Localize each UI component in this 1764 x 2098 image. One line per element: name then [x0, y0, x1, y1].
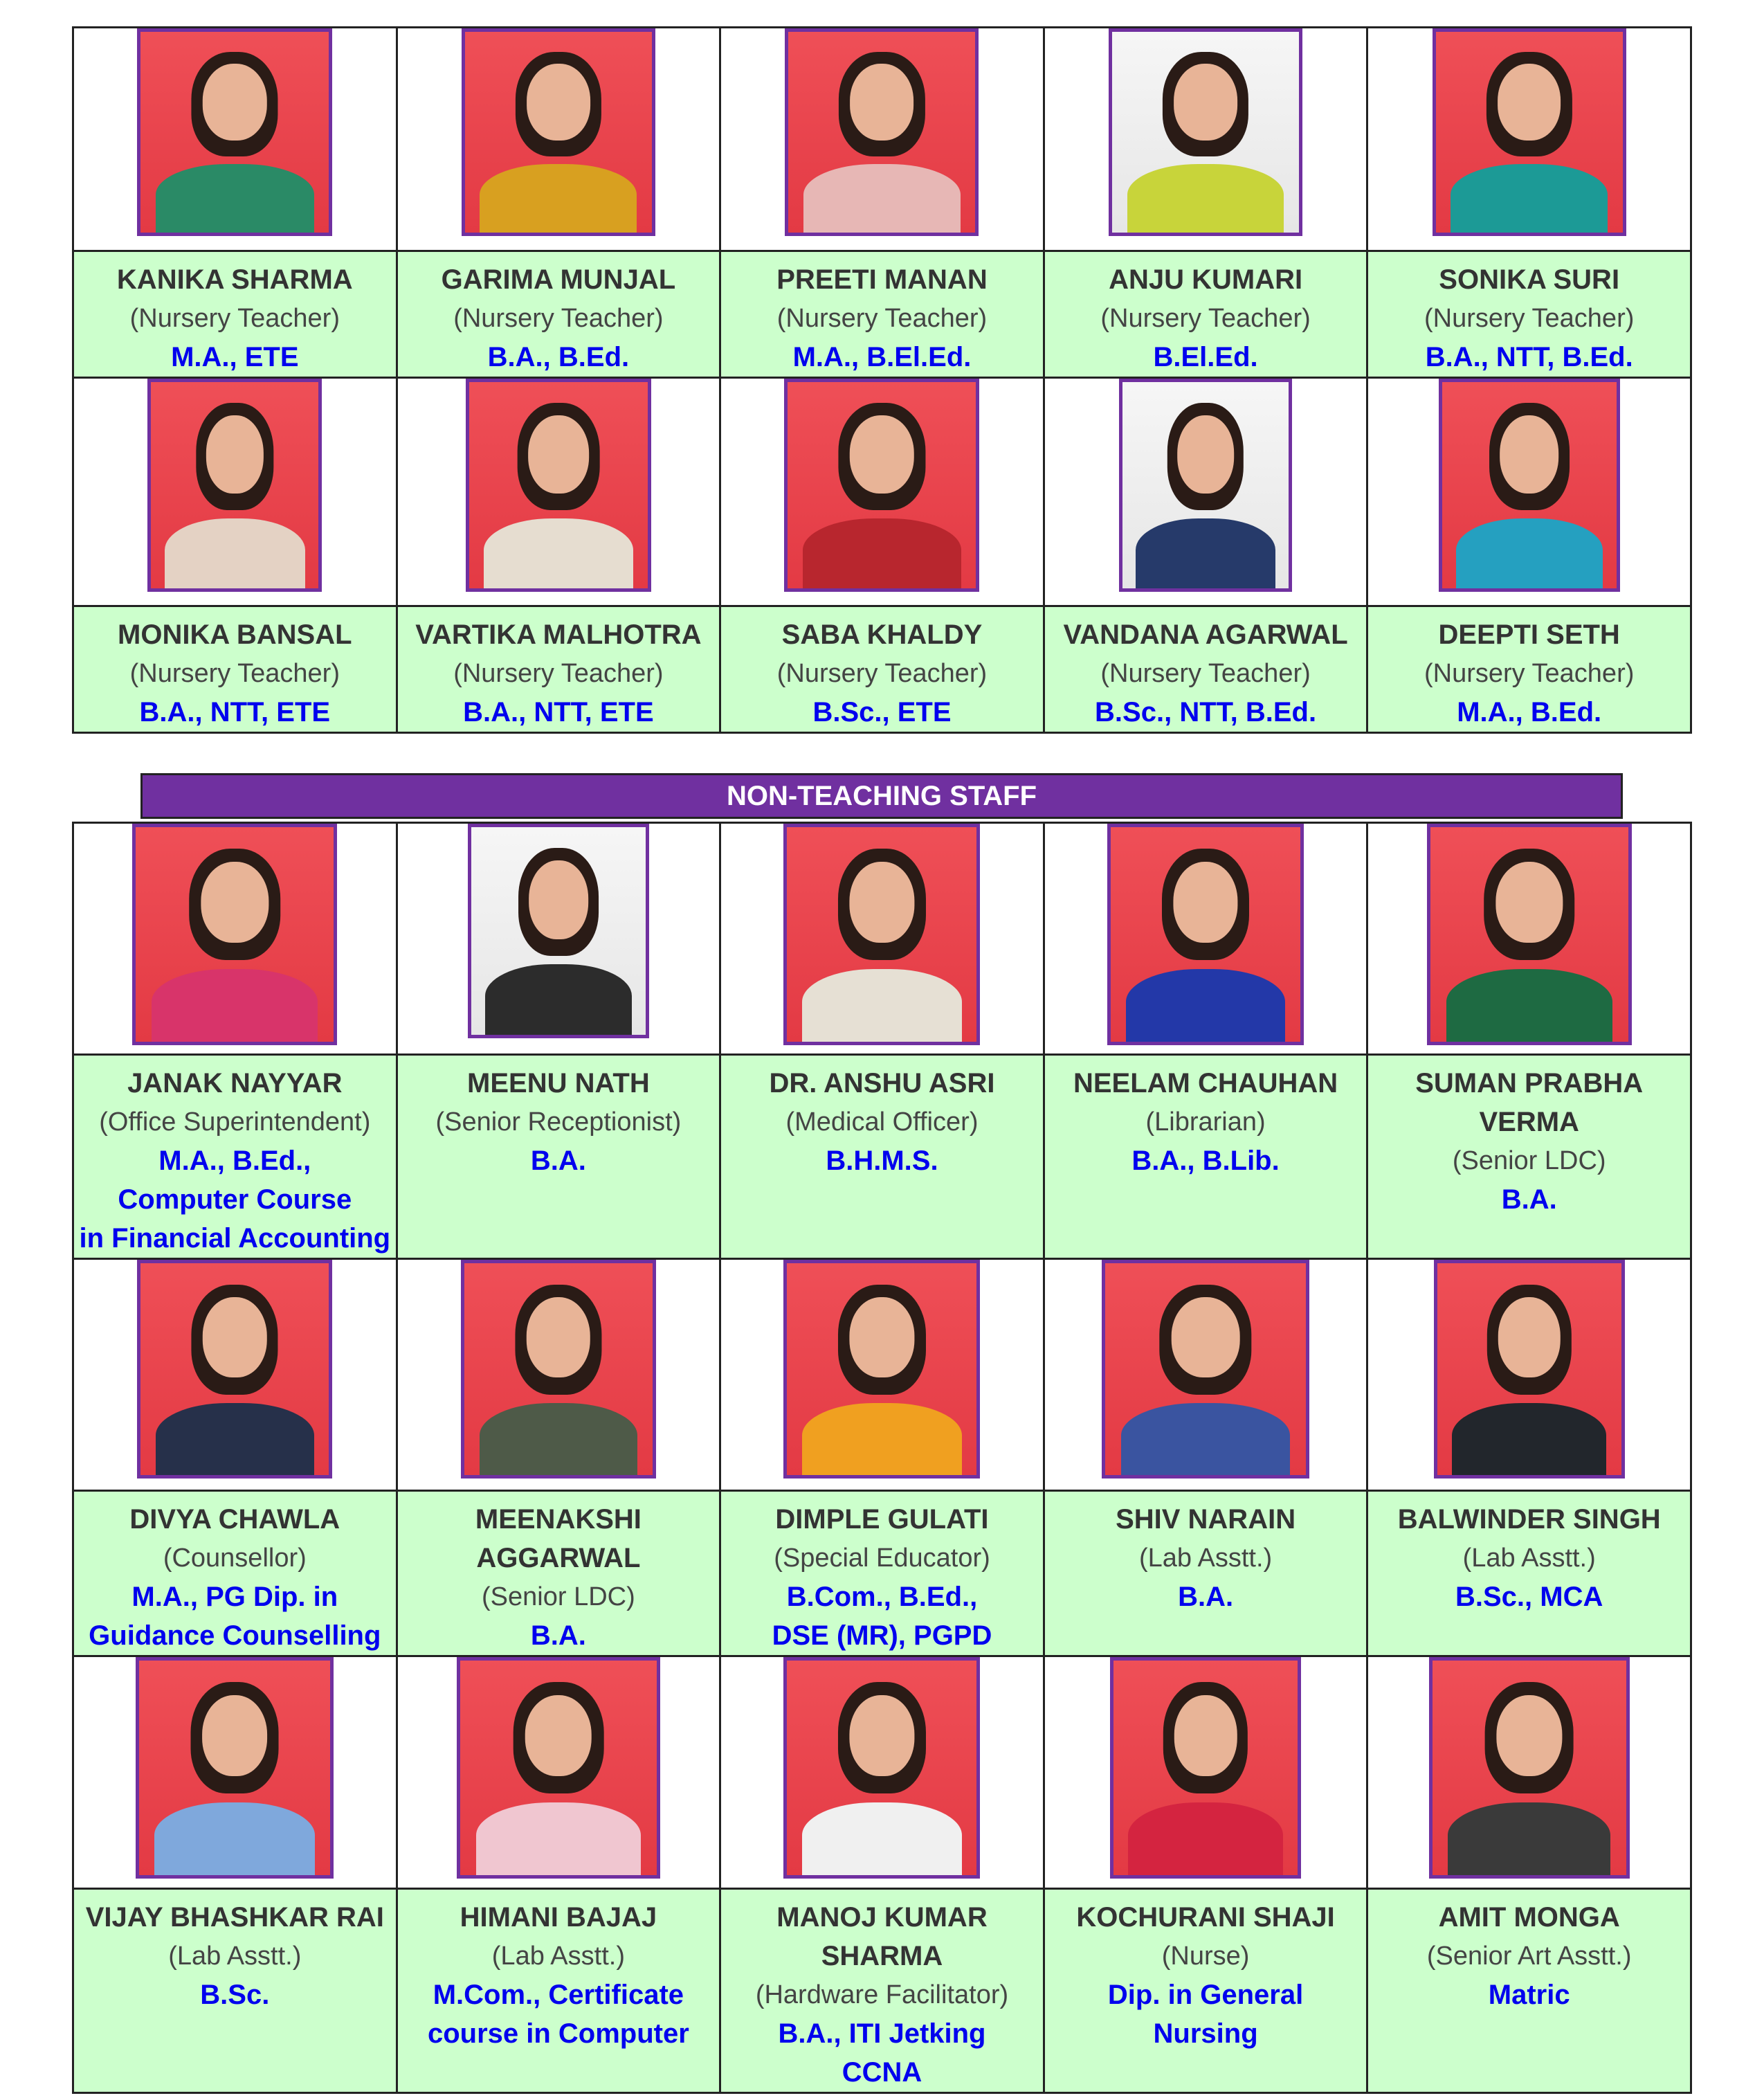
staff-info-cell [720, 1491, 1044, 1656]
person-silhouette [788, 382, 976, 588]
non-teaching-staff-header: NON-TEACHING STAFF [140, 773, 1623, 819]
photo-cell [73, 28, 397, 251]
staff-role: (Nursery Teacher) [1424, 304, 1635, 333]
staff-info-cell [397, 251, 720, 378]
staff-photo [462, 28, 655, 236]
info-row [73, 251, 1691, 378]
person-silhouette [1433, 1661, 1626, 1875]
photo-cell [1044, 1656, 1367, 1889]
staff-info-cell [1044, 251, 1367, 378]
staff-info-cell [1367, 251, 1691, 378]
photo-cell [397, 1259, 720, 1491]
staff-role: (Lab Asstt.) [1462, 1544, 1596, 1573]
staff-info-cell [397, 1889, 720, 2093]
person-silhouette [1430, 827, 1628, 1042]
attire-shape [1126, 969, 1285, 1042]
face-shape [1500, 415, 1559, 494]
person-silhouette [465, 32, 652, 233]
attire-shape [165, 518, 305, 588]
staff-info-cell [73, 1889, 397, 2093]
staff-name: MONIKA BANSAL [118, 620, 352, 650]
attire-shape [1451, 164, 1608, 233]
staff-info-cell [1367, 1491, 1691, 1656]
staff-qualification: B.Sc., MCA [1455, 1582, 1603, 1612]
staff-role: (Medical Officer) [785, 1107, 979, 1137]
person-silhouette [140, 1263, 329, 1475]
staff-photo [785, 28, 979, 236]
staff-photo [457, 1657, 660, 1879]
staff-info-cell [720, 1889, 1044, 2093]
info-row [73, 1491, 1691, 1656]
staff-qualification: Dip. in General [1107, 1980, 1304, 2010]
face-shape [851, 64, 914, 140]
person-silhouette [787, 827, 976, 1042]
staff-photo [137, 28, 332, 236]
staff-role: (Nurse) [1161, 1942, 1250, 1971]
photo-cell [73, 823, 397, 1055]
staff-info-cell [397, 1055, 720, 1259]
attire-shape [803, 518, 961, 588]
staff-name: PREETI MANAN [776, 264, 988, 295]
staff-qualification: M.A., B.Ed., [158, 1146, 311, 1176]
person-silhouette [136, 827, 334, 1042]
attire-shape [1452, 1403, 1606, 1475]
staff-info-cell [397, 1491, 720, 1656]
person-silhouette [787, 1263, 976, 1475]
staff-name: MEENU NATH [467, 1068, 650, 1098]
staff-photo [783, 1657, 980, 1879]
staff-info-cell [720, 251, 1044, 378]
staff-role: (Librarian) [1145, 1107, 1266, 1137]
staff-role: (Senior LDC) [482, 1582, 635, 1611]
photo-cell [1367, 1259, 1691, 1491]
staff-info-cell [1044, 1491, 1367, 1656]
person-silhouette [140, 32, 329, 233]
staff-info-cell [1367, 1055, 1691, 1259]
person-silhouette [788, 32, 975, 233]
photo-cell [1044, 28, 1367, 251]
staff-info-cell [397, 606, 720, 733]
staff-name: VARTIKA MALHOTRA [415, 620, 702, 650]
face-shape [1495, 862, 1563, 943]
person-silhouette [464, 1263, 653, 1475]
face-shape [527, 1297, 590, 1377]
person-silhouette [1113, 1661, 1298, 1875]
staff-photo [466, 379, 651, 592]
staff-photo [783, 1260, 980, 1478]
attire-shape [1136, 518, 1275, 588]
face-shape [1174, 1695, 1237, 1777]
attire-shape [476, 1802, 642, 1875]
staff-name: MANOJ KUMAR SHARMA [776, 1902, 988, 1971]
photo-cell [1367, 1656, 1691, 1889]
staff-name: GARIMA MUNJAL [441, 264, 676, 295]
staff-name: NEELAM CHAUHAN [1073, 1068, 1338, 1098]
attire-shape [480, 1403, 638, 1475]
person-silhouette [1442, 382, 1617, 588]
photo-cell [397, 1656, 720, 1889]
face-shape [1177, 415, 1234, 494]
staff-photo [468, 824, 649, 1038]
staff-qualification: B.A., ITI Jetking [778, 2018, 986, 2049]
staff-photo [1427, 824, 1632, 1045]
attire-shape [154, 1802, 315, 1875]
staff-photo [1119, 379, 1292, 592]
staff-photo [137, 1260, 332, 1478]
person-silhouette [1437, 1263, 1621, 1475]
staff-role: (Nursery Teacher) [776, 659, 988, 688]
staff-photo [1109, 28, 1302, 236]
face-shape [203, 1297, 266, 1377]
attire-shape [1446, 969, 1612, 1042]
staff-name: JANAK NAYYAR [127, 1068, 343, 1098]
staff-info-cell [73, 606, 397, 733]
face-shape [1498, 64, 1561, 140]
info-row [73, 606, 1691, 733]
face-shape [206, 415, 263, 494]
person-silhouette [139, 1661, 330, 1875]
staff-name: DIMPLE GULATI [775, 1504, 989, 1535]
staff-name: BALWINDER SINGH [1397, 1504, 1661, 1535]
staff-qualification: M.A., B.Ed. [1457, 697, 1602, 727]
photo-cell [397, 28, 720, 251]
staff-qualification: B.Com., B.Ed., [786, 1582, 978, 1612]
staff-photo [1107, 824, 1304, 1045]
staff-role: (Special Educator) [774, 1544, 990, 1573]
staff-photo [783, 824, 980, 1045]
staff-name: ANJU KUMARI [1109, 264, 1303, 295]
face-shape [1498, 1297, 1560, 1377]
staff-qualification: M.Com., Certificate [433, 1980, 684, 2010]
photo-row [73, 1259, 1691, 1491]
staff-qualification: B.A., NTT, B.Ed. [1425, 342, 1633, 372]
staff-name: DEEPTI SETH [1438, 620, 1620, 650]
staff-photo [147, 379, 322, 592]
staff-info-cell [1044, 606, 1367, 733]
staff-photo [1439, 379, 1620, 592]
person-silhouette [1436, 32, 1623, 233]
staff-qualification: M.A., PG Dip. in [131, 1582, 338, 1612]
photo-row [73, 823, 1691, 1055]
staff-name: KOCHURANI SHAJI [1076, 1902, 1335, 1933]
person-silhouette [1105, 1263, 1306, 1475]
staff-role: (Nursery Teacher) [129, 659, 340, 688]
staff-role: (Hardware Facilitator) [755, 1980, 1009, 2009]
staff-name: SABA KHALDY [781, 620, 983, 650]
photo-cell [1367, 28, 1691, 251]
attire-shape [802, 1802, 961, 1875]
face-shape [1174, 64, 1237, 140]
attire-shape [152, 969, 318, 1042]
staff-qualification: B.A., B.Ed. [487, 342, 630, 372]
face-shape [203, 64, 266, 140]
photo-cell [1044, 378, 1367, 606]
photo-cell [73, 1656, 397, 1889]
staff-role: (Nursery Teacher) [1100, 659, 1311, 688]
staff-role: (Lab Asstt.) [491, 1942, 625, 1971]
person-silhouette [469, 382, 648, 588]
photo-row [73, 28, 1691, 251]
attire-shape [480, 164, 637, 233]
photo-cell [720, 1656, 1044, 1889]
staff-role: (Nursery Teacher) [1424, 659, 1635, 688]
face-shape [850, 1297, 914, 1377]
person-silhouette [1111, 827, 1300, 1042]
non-teaching-staff-table [72, 822, 1692, 2094]
photo-cell [720, 823, 1044, 1055]
photo-cell [720, 28, 1044, 251]
staff-qualification: Computer Course [118, 1184, 352, 1215]
staff-role: (Lab Asstt.) [168, 1942, 302, 1971]
staff-role: (Senior LDC) [1452, 1146, 1606, 1175]
staff-info-cell [73, 1491, 397, 1656]
staff-qualification: B.Sc., NTT, B.Ed. [1095, 697, 1317, 727]
face-shape [525, 1695, 592, 1777]
staff-info-cell [73, 251, 397, 378]
staff-name: SHIV NARAIN [1116, 1504, 1296, 1535]
staff-role: (Senior Art Asstt.) [1426, 1942, 1632, 1971]
staff-qualification: B.A. [1178, 1582, 1234, 1612]
staff-qualification: course in Computer [427, 2018, 689, 2049]
staff-qualification: B.A. [1501, 1184, 1557, 1215]
staff-qualification: B.A., NTT, ETE [139, 697, 331, 727]
staff-qualification: B.H.M.S. [826, 1146, 938, 1176]
staff-role: (Senior Receptionist) [435, 1107, 682, 1137]
face-shape [529, 860, 588, 939]
staff-qualification: CCNA [842, 2057, 922, 2088]
face-shape [850, 1695, 914, 1777]
photo-cell [1367, 378, 1691, 606]
photo-cell [73, 378, 397, 606]
staff-name: VIJAY BHASHKAR RAI [85, 1902, 384, 1933]
staff-qualification: B.A., NTT, ETE [463, 697, 654, 727]
staff-name: MEENAKSHI AGGARWAL [475, 1504, 642, 1573]
attire-shape [802, 1403, 961, 1475]
teaching-staff-table [72, 26, 1692, 734]
staff-name: AMIT MONGA [1438, 1902, 1620, 1933]
photo-row [73, 378, 1691, 606]
attire-shape [1128, 1802, 1282, 1875]
photo-cell [397, 823, 720, 1055]
staff-qualification: B.Sc., ETE [812, 697, 952, 727]
staff-name: DIVYA CHAWLA [129, 1504, 340, 1535]
face-shape [202, 1695, 267, 1777]
photo-cell [1044, 1259, 1367, 1491]
staff-photo [1433, 28, 1626, 236]
attire-shape [803, 164, 961, 233]
attire-shape [1121, 1403, 1290, 1475]
face-shape [850, 415, 913, 494]
face-shape [1174, 862, 1238, 943]
info-row [73, 1055, 1691, 1259]
attire-shape [1127, 164, 1284, 233]
person-silhouette [787, 1661, 976, 1875]
staff-qualification: M.A., B.El.Ed. [792, 342, 972, 372]
person-silhouette [1112, 32, 1299, 233]
photo-cell [1367, 823, 1691, 1055]
attire-shape [802, 969, 961, 1042]
face-shape [201, 862, 269, 943]
staff-name: DR. ANSHU ASRI [769, 1068, 995, 1098]
staff-name: VANDANA AGARWAL [1063, 620, 1348, 650]
staff-role: (Nursery Teacher) [453, 304, 664, 333]
person-silhouette [151, 382, 318, 588]
staff-name: SONIKA SURI [1439, 264, 1620, 295]
staff-info-cell [1367, 606, 1691, 733]
staff-photo [1429, 1657, 1630, 1879]
photo-cell [720, 1259, 1044, 1491]
staff-role: (Nursery Teacher) [453, 659, 664, 688]
face-shape [1172, 1297, 1240, 1377]
photo-cell [720, 378, 1044, 606]
staff-qualification: B.A. [530, 1146, 586, 1176]
face-shape [528, 415, 589, 494]
staff-qualification: B.Sc. [200, 1980, 270, 2010]
staff-role: (Lab Asstt.) [1138, 1544, 1273, 1573]
attire-shape [1448, 1802, 1610, 1875]
staff-info-cell [1367, 1889, 1691, 2093]
staff-name: KANIKA SHARMA [116, 264, 353, 295]
staff-qualification: B.El.Ed. [1153, 342, 1258, 372]
person-silhouette [1122, 382, 1289, 588]
attire-shape [484, 518, 634, 588]
attire-shape [1456, 518, 1603, 588]
person-silhouette [460, 1661, 657, 1875]
staff-role: (Counsellor) [163, 1544, 307, 1573]
staff-photo [136, 1657, 334, 1879]
photo-cell [1044, 823, 1367, 1055]
person-silhouette [471, 827, 646, 1035]
staff-role: (Nursery Teacher) [129, 304, 340, 333]
staff-qualification: Guidance Counselling [89, 1620, 381, 1651]
staff-qualification: B.A., B.Lib. [1131, 1146, 1280, 1176]
staff-photo [1110, 1657, 1301, 1879]
info-row [73, 1889, 1691, 2093]
staff-info-cell [73, 1055, 397, 1259]
staff-photo [461, 1260, 656, 1478]
face-shape [527, 64, 590, 140]
staff-name: HIMANI BAJAJ [460, 1902, 657, 1933]
staff-photo [132, 824, 337, 1045]
face-shape [1496, 1695, 1562, 1777]
staff-photo [1102, 1260, 1309, 1478]
staff-role: (Nursery Teacher) [1100, 304, 1311, 333]
staff-qualification: Nursing [1153, 2018, 1258, 2049]
staff-info-cell [720, 1055, 1044, 1259]
attire-shape [485, 964, 632, 1035]
photo-row [73, 1656, 1691, 1889]
staff-role: (Office Superintendent) [99, 1107, 371, 1137]
staff-qualification: M.A., ETE [171, 342, 299, 372]
staff-info-cell [1044, 1055, 1367, 1259]
staff-info-cell [1044, 1889, 1367, 2093]
staff-info-cell [720, 606, 1044, 733]
photo-cell [73, 1259, 397, 1491]
staff-qualification: DSE (MR), PGPD [772, 1620, 992, 1651]
staff-qualification: Matric [1488, 1980, 1570, 2010]
attire-shape [156, 164, 314, 233]
attire-shape [156, 1403, 314, 1475]
photo-cell [397, 378, 720, 606]
staff-name: SUMAN PRABHA VERMA [1415, 1068, 1644, 1137]
staff-photo [784, 379, 979, 592]
staff-role: (Nursery Teacher) [776, 304, 988, 333]
staff-photo [1434, 1260, 1625, 1478]
staff-qualification: in Financial Accounting [79, 1223, 391, 1254]
face-shape [850, 862, 914, 943]
staff-qualification: B.A. [530, 1620, 586, 1651]
